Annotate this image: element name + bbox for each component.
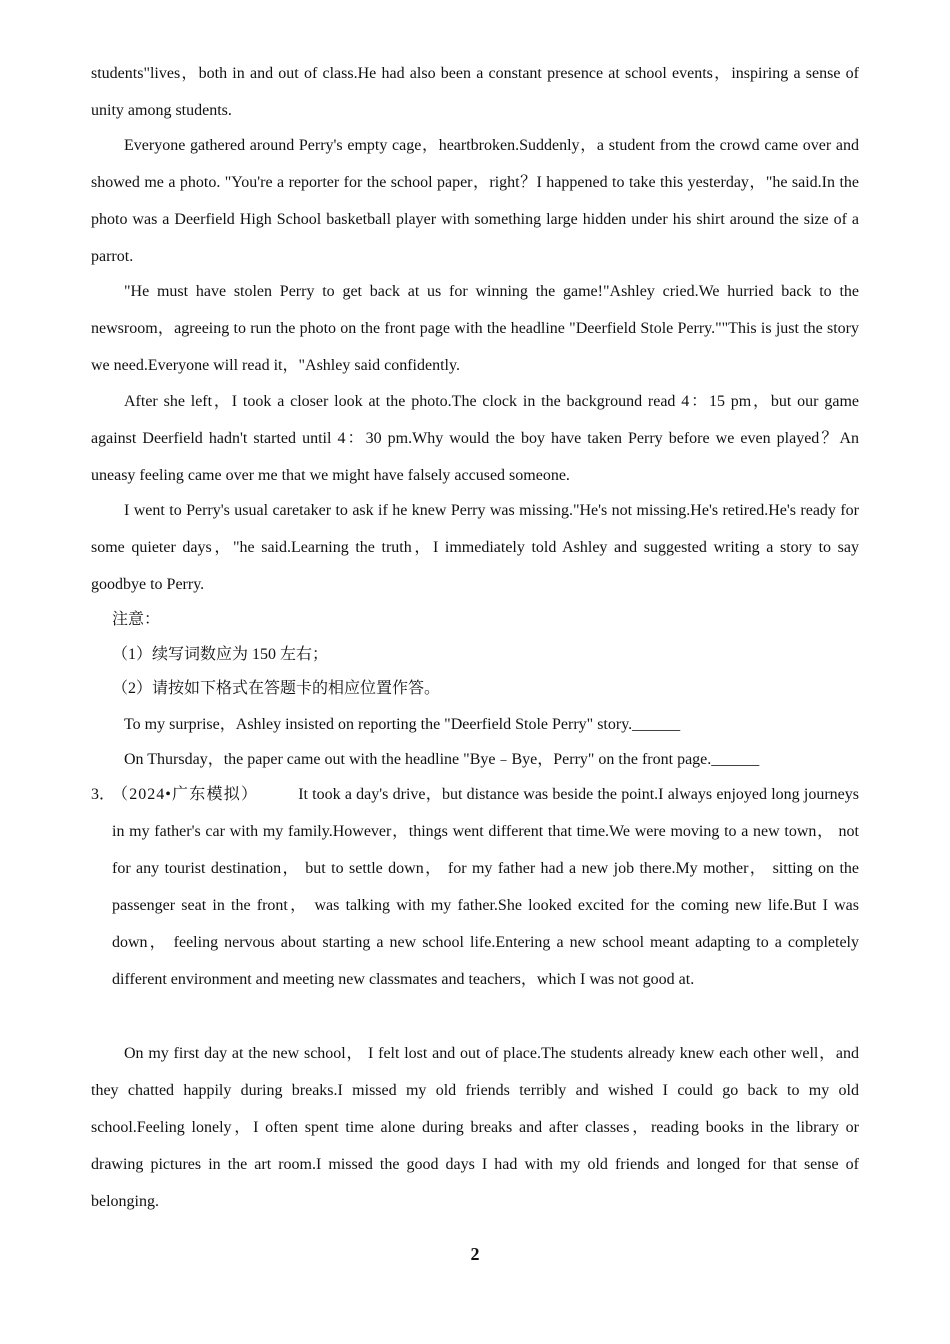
- notes-item-2: （2）请按如下格式在答题卡的相应位置作答。: [112, 680, 441, 697]
- question-3-text: It took a day's drive，but distance was beside the point.I always enjoyed long journeys in my father's car with my family.However，things went different that time.We were moving to a new town， not for any tourist destination， but to settle down， for my father had a new job there.My mother， sitting on the passenger seat in the front， was talking with my father.She looked excited for the coming new life.But I was down， feeling nervous about starting a new school life.Entering a new school meant adapting to a completely different environment and meeting new classmates and teachers，which I was not good at.: [112, 786, 860, 988]
- question-3-body: [112, 776, 859, 998]
- format-line-2: On Thursday，the paper came out with the headline "Bye﹣Bye，Perry" on the front page.______: [124, 751, 760, 768]
- story-paragraph-6: On my first day at the new school， I felt lost and out of place.The students already knew each other well，and they chatted happily during breaks.I missed my old friends terribly and wished I could go back to my old school.Feeling lonely，I often spent time alone during breaks and after classes，reading books in the library or drawing pictures in the art room.I missed the good days I had with my old friends and longed for that sense of belonging.: [91, 1045, 859, 1210]
- page-number: 2: [470, 1244, 480, 1264]
- notes-heading: 注意：: [112, 611, 161, 628]
- notes-item-1: （1）续写词数应为 150 左右；: [112, 646, 329, 663]
- story-paragraph-2: Everyone gathered around Perry's empty cage，heartbroken.Suddenly，a student from the crowd came over and showed me a photo. "You're a reporter for the school paper，right？I happened to take this yesterday，"he said.In the photo was a Deerfield High School basketball player with something large hidden under his shirt around the size of a parrot.: [91, 137, 859, 265]
- format-line-1: To my surprise，Ashley insisted on reporting the "Deerfield Stole Perry" story.______: [124, 716, 681, 733]
- question-3: [91, 776, 859, 998]
- question-number: 3．: [91, 786, 116, 803]
- question-source-tag: （2024•广东模拟）: [112, 786, 259, 803]
- story-paragraph-3: "He must have stolen Perry to get back at us for winning the game!"Ashley cried.We hurried back to the newsroom，agreeing to run the photo on the front page with the headline "Deerfield Stole Perry.""This is just the story we need.Everyone will read it，"Ashley said confidently.: [91, 283, 859, 374]
- story-paragraph-5: I went to Perry's usual caretaker to ask if he knew Perry was missing."He's not missing.He's retired.He's ready for some quieter days，"he said.Learning the truth，I immediately told Ashley and suggested writing a story to say goodbye to Perry.: [91, 502, 859, 593]
- story-paragraph-1: students"lives，both in and out of class.He had also been a constant presence at school events，inspiring a sense of unity among students.: [91, 65, 859, 119]
- story-paragraph-4: After she left，I took a closer look at the photo.The clock in the background read 4：15 pm，but our game against Deerfield hadn't started until 4：30 pm.Why would the boy have taken Perry before we even played？An uneasy feeling came over me that we might have falsely accused someone.: [91, 393, 859, 484]
